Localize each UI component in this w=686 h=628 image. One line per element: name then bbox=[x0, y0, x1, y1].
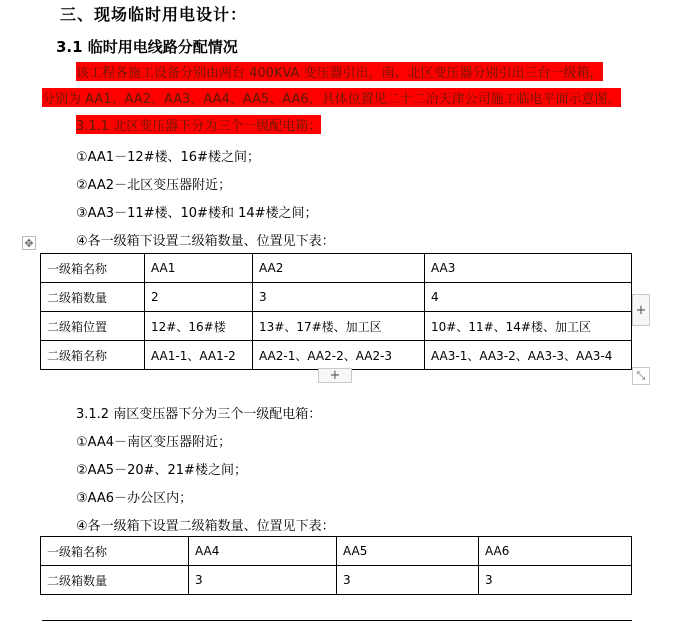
table-cell[interactable]: 二级箱名称 bbox=[41, 341, 145, 370]
table-cell[interactable]: 一级箱名称 bbox=[41, 537, 189, 566]
table-row bbox=[41, 566, 632, 595]
north-title: 3.1.1 北区变压器下分为三个一级配电箱： bbox=[76, 115, 321, 134]
north-item-1: ①AA1－12#楼、16#楼之间； bbox=[76, 150, 260, 165]
south-distribution-table bbox=[40, 536, 632, 595]
table-cell[interactable]: 3 bbox=[337, 566, 479, 595]
south-item-2: ②AA5－20#、21#楼之间； bbox=[76, 463, 247, 478]
table-cell[interactable]: 4 bbox=[425, 283, 632, 312]
table-cell[interactable]: 3 bbox=[189, 566, 337, 595]
table-cell[interactable]: 3 bbox=[253, 283, 425, 312]
south-item-1: ①AA4－南区变压器附近； bbox=[76, 435, 232, 450]
north-item-2: ②AA2－北区变压器附近； bbox=[76, 178, 232, 193]
section-heading: 三、现场临时用电设计： bbox=[60, 5, 248, 24]
table-cell[interactable]: 一级箱名称 bbox=[41, 254, 145, 283]
table-cell[interactable]: AA3-1、AA3-2、AA3-3、AA3-4 bbox=[425, 341, 632, 370]
table-cell[interactable]: 13#、17#楼、加工区 bbox=[253, 312, 425, 341]
subsection-heading: 3.1 临时用电线路分配情况 bbox=[56, 38, 238, 56]
table-cell[interactable]: 2 bbox=[145, 283, 253, 312]
table-cell[interactable]: AA5 bbox=[337, 537, 479, 566]
north-item-4: ④各一级箱下设置二级箱数量、位置见下表： bbox=[76, 234, 335, 249]
north-distribution-table bbox=[40, 253, 632, 370]
south-item-3: ③AA6－办公区内； bbox=[76, 491, 193, 506]
table-cell[interactable]: AA2-1、AA2-2、AA2-3 bbox=[253, 341, 425, 370]
table-row bbox=[41, 312, 632, 341]
south-item-4: ④各一级箱下设置二级箱数量、位置见下表： bbox=[76, 519, 335, 534]
table-move-handle-icon[interactable]: ✥ bbox=[22, 236, 36, 250]
table-cell[interactable]: 二级箱数量 bbox=[41, 283, 145, 312]
table-cell[interactable]: 二级箱数量 bbox=[41, 566, 189, 595]
page-bottom-rule bbox=[42, 620, 632, 621]
table-cell[interactable]: AA4 bbox=[189, 537, 337, 566]
table-cell[interactable]: AA3 bbox=[425, 254, 632, 283]
intro-line-2: 分别为 AA1、AA2、AA3、AA4、AA5、AA6，具体位置见二十二冶天津公司施工临电平面示意图。 bbox=[42, 88, 621, 107]
south-title: 3.1.2 南区变压器下分为三个一级配电箱： bbox=[76, 407, 322, 422]
add-row-button[interactable]: + bbox=[318, 368, 352, 383]
table-row bbox=[41, 341, 632, 370]
table-row bbox=[41, 283, 632, 312]
table-resize-icon[interactable]: ⤡ bbox=[632, 367, 650, 385]
table-cell[interactable]: 12#、16#楼 bbox=[145, 312, 253, 341]
table-cell[interactable]: AA6 bbox=[479, 537, 632, 566]
add-column-button[interactable]: + bbox=[632, 294, 650, 326]
table-cell[interactable]: 3 bbox=[479, 566, 632, 595]
table-row bbox=[41, 254, 632, 283]
table-row bbox=[41, 537, 632, 566]
table-cell[interactable]: AA2 bbox=[253, 254, 425, 283]
table-cell[interactable]: 二级箱位置 bbox=[41, 312, 145, 341]
intro-line-1: 该工程各施工设备分别由两台 400KVA 变压器引出，南、北区变压器分别引出三台一级箱， bbox=[76, 62, 603, 81]
table-cell[interactable]: 10#、11#、14#楼、加工区 bbox=[425, 312, 632, 341]
table-cell[interactable]: AA1 bbox=[145, 254, 253, 283]
north-item-3: ③AA3－11#楼、10#楼和 14#楼之间； bbox=[76, 206, 318, 221]
table-cell[interactable]: AA1-1、AA1-2 bbox=[145, 341, 253, 370]
